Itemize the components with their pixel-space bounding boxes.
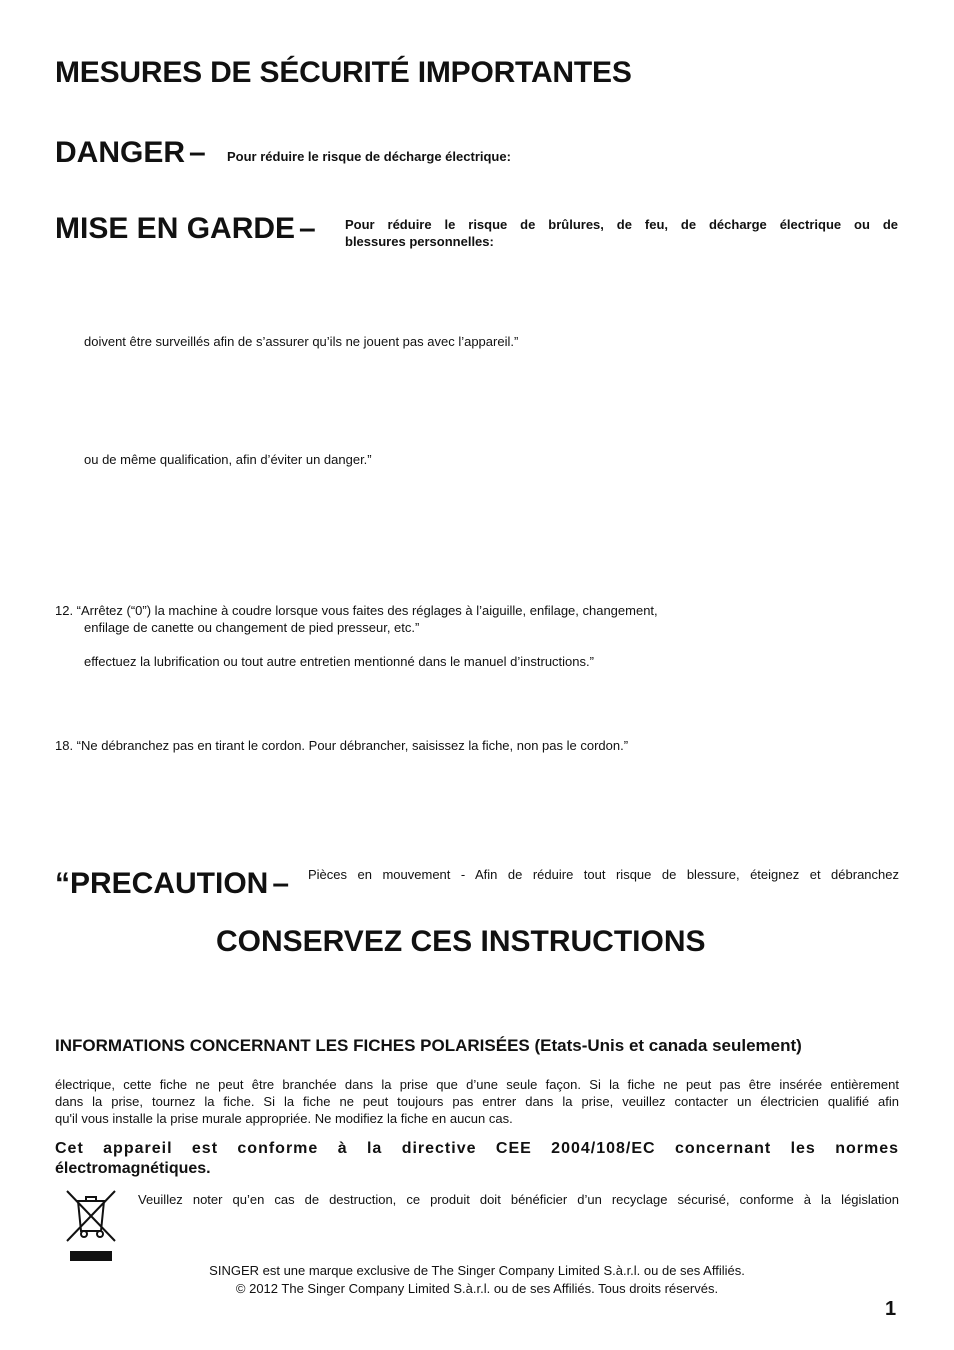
page-number: 1 bbox=[885, 1298, 897, 1320]
footer-copyright: © 2012 The Singer Company Limited S.à.r.l. ou de ses Affiliés. Tous droits réservés. bbox=[235, 1281, 719, 1296]
page-title: MESURES DE SÉCURITÉ IMPORTANTES bbox=[55, 56, 632, 89]
save-instructions-heading: CONSERVEZ CES INSTRUCTIONS bbox=[216, 925, 706, 958]
polarized-line2: dans la prise, tournez la fiche. Si la fiche ne peut toujours pas entrer dans la prise, veuillez contacter un électricien qualifié afin bbox=[55, 1094, 899, 1109]
danger-label bbox=[55, 136, 206, 170]
polarized-line3: qu'il vous installe la prise murale appropriée. Ne modifiez la fiche en aucun cas. bbox=[55, 1111, 513, 1126]
recycling-text: Veuillez noter qu’en cas de destruction, ce produit doit bénéficier d’un recyclage sécurisé, conforme à la législation bbox=[138, 1192, 899, 1207]
warning-text-line1: Pour réduire le risque de brûlures, de feu, de décharge électrique ou de bbox=[345, 217, 898, 232]
directive-line1: Cet appareil est conforme à la directive CEE 2004/108/EC concernant les normes bbox=[55, 1140, 899, 1157]
polarized-line1: électrique, cette fiche ne peut être branchée dans la prise que d’une seule façon. Si la fiche ne peut pas être insérée entièrement bbox=[55, 1077, 899, 1092]
polarized-heading: INFORMATIONS CONCERNANT LES FICHES POLARISÉES (Etats-Unis et canada seulement) bbox=[55, 1036, 802, 1055]
crossed-out-wheelie-bin-icon bbox=[64, 1189, 118, 1265]
danger-label-text: DANGER bbox=[55, 136, 186, 169]
item-18: 18. “Ne débranchez pas en tirant le cordon. Pour débrancher, saisissez la fiche, non pas le cordon.” bbox=[55, 738, 629, 753]
warning-text-line2: blessures personnelles: bbox=[345, 234, 494, 249]
warning-label bbox=[55, 212, 316, 246]
precaution-label-text: “PRECAUTION bbox=[55, 867, 269, 900]
item-line-qualification: ou de même qualification, afin d’éviter un danger.” bbox=[84, 452, 372, 467]
directive-line2: électromagnétiques. bbox=[55, 1160, 211, 1177]
precaution-label bbox=[55, 867, 289, 901]
item-12-line1: 12. “Arrêtez (“0”) la machine à coudre lorsque vous faites des réglages à l’aiguille, enfilage, changement, bbox=[55, 603, 658, 618]
item-line-children: doivent être surveillés afin de s’assurer qu’ils ne jouent pas avec l’appareil.” bbox=[84, 334, 519, 349]
precaution-text: Pièces en mouvement - Afin de réduire tout risque de blessure, éteignez et débranchez bbox=[308, 867, 899, 882]
warning-dash: – bbox=[299, 212, 316, 245]
precaution-dash: – bbox=[272, 867, 290, 900]
danger-dash: – bbox=[189, 136, 206, 169]
item-12-line2: enfilage de canette ou changement de pied presseur, etc.” bbox=[84, 620, 420, 635]
item-line-lubrication: effectuez la lubrification ou tout autre entretien mentionné dans le manuel d’instructions.” bbox=[84, 654, 594, 669]
danger-text: Pour réduire le risque de décharge électrique: bbox=[227, 149, 511, 164]
footer-trademark: SINGER est une marque exclusive de The Singer Company Limited S.à.r.l. ou de ses Affiliés. bbox=[209, 1263, 745, 1278]
warning-label-text: MISE EN GARDE bbox=[55, 212, 296, 245]
